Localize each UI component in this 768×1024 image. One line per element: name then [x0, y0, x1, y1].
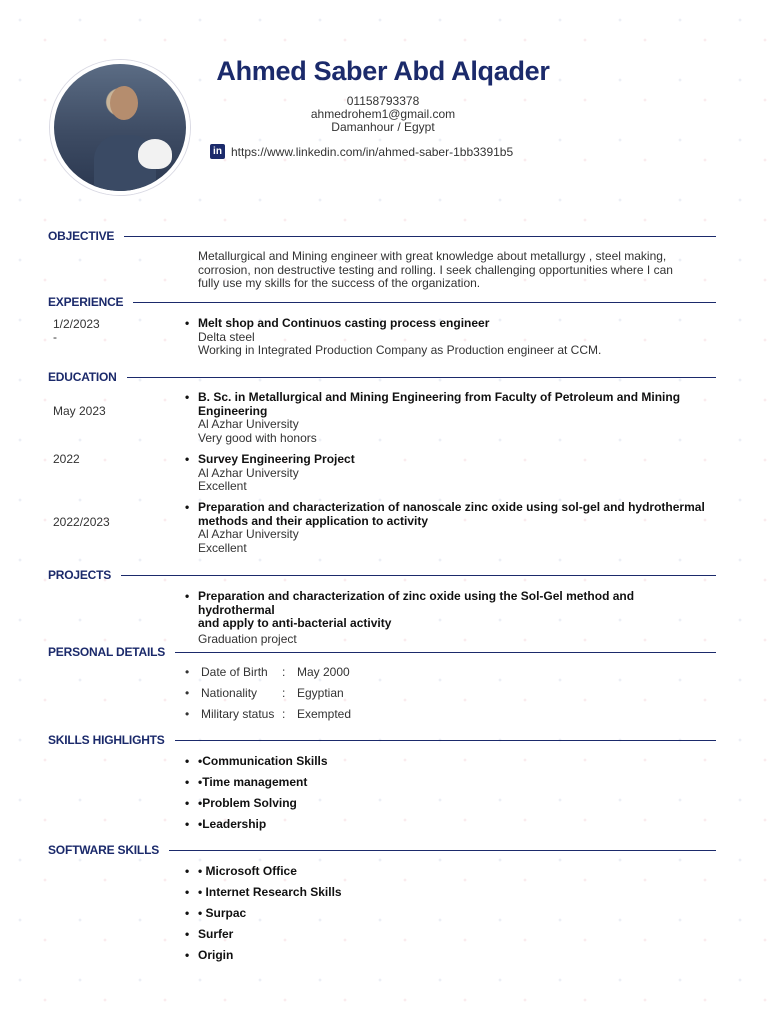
section-divider — [121, 575, 716, 576]
email-address[interactable]: ahmedrohem1@gmail.com — [310, 107, 456, 121]
skill-item: • •Time management — [198, 775, 698, 796]
objective-line: corrosion, non destructive testing and rolling. I seek challenging opportunities where I can — [198, 262, 673, 277]
project-title-cont: and apply to anti-bacterial activity — [198, 616, 392, 630]
section-projects — [48, 568, 716, 582]
education-title: • Survey Engineering Project — [198, 453, 708, 467]
section-title: PERSONAL DETAILS — [48, 645, 166, 659]
software-item: • Surfer — [198, 927, 698, 948]
section-divider — [127, 377, 716, 378]
detail-value: Egyptian — [297, 686, 344, 700]
education-school: Al Azhar University — [198, 465, 299, 480]
section-skills — [48, 733, 716, 747]
experience-role: • Melt shop and Continuos casting process engineer — [198, 317, 708, 331]
section-objective — [48, 229, 716, 243]
section-title: SKILLS HIGHLIGHTS — [48, 733, 165, 747]
project-title: • Preparation and characterization of zinc oxide using the Sol-Gel method and hydrothermal — [198, 590, 708, 617]
resume-header — [0, 0, 768, 210]
software-item: • • Surpac — [198, 906, 698, 927]
profile-photo — [50, 60, 190, 195]
section-divider — [133, 302, 716, 303]
education-date: 2022/2023 — [53, 515, 110, 529]
education-grade: Excellent — [198, 479, 247, 493]
photo-helmet — [138, 139, 172, 169]
software-list — [198, 864, 698, 969]
detail-sep: : — [282, 686, 286, 700]
software-item: • • Internet Research Skills — [198, 885, 698, 906]
education-title: • B. Sc. in Metallurgical and Mining Engineering from Faculty of Petroleum and Mining — [198, 391, 708, 405]
section-divider — [169, 850, 716, 851]
section-divider — [124, 236, 716, 237]
linkedin-icon: in — [210, 144, 225, 159]
personal-row-nationality — [198, 686, 598, 707]
linkedin-url[interactable]: https://www.linkedin.com/in/ahmed-saber-1bb3391b5 — [231, 144, 514, 159]
experience-date: 1/2/2023 — [53, 317, 100, 331]
education-date: May 2023 — [53, 404, 106, 418]
education-grade: Excellent — [198, 540, 247, 555]
experience-date-dash: - — [53, 330, 57, 344]
section-title: SOFTWARE SKILLS — [48, 843, 160, 857]
experience-entry — [198, 317, 708, 358]
section-education — [48, 370, 716, 384]
experience-detail: Working in Integrated Production Company as Production engineer at CCM. — [198, 343, 602, 357]
section-personal-details — [48, 645, 716, 659]
skills-list — [198, 754, 698, 838]
detail-sep: : — [282, 665, 286, 679]
education-school: Al Azhar University — [198, 527, 299, 541]
education-entry — [198, 453, 708, 494]
skill-item: • •Communication Skills — [198, 754, 698, 775]
phone-number: 01158793378 — [346, 94, 420, 108]
education-title-cont: Engineering — [198, 403, 268, 418]
skill-item: • •Leadership — [198, 817, 698, 838]
software-item: • Origin — [198, 948, 698, 969]
project-detail: Graduation project — [198, 631, 297, 646]
skill-item: • •Problem Solving — [198, 796, 698, 817]
objective-line: fully use my skills for the success of the organization. — [198, 276, 481, 290]
section-title: EXPERIENCE — [48, 295, 124, 309]
section-title: OBJECTIVE — [48, 229, 115, 243]
detail-sep: : — [282, 707, 286, 721]
linkedin-row[interactable] — [210, 144, 513, 159]
personal-row-military — [198, 707, 598, 728]
personal-details-list — [198, 665, 598, 728]
section-title: EDUCATION — [48, 370, 117, 384]
education-entry — [198, 391, 708, 445]
detail-value: Exempted — [297, 707, 352, 721]
education-entry — [198, 501, 708, 555]
photo-head — [110, 86, 138, 120]
detail-value: May 2000 — [297, 665, 350, 679]
detail-key: • Date of Birth — [201, 665, 268, 679]
software-item: • • Microsoft Office — [198, 864, 698, 885]
section-experience — [48, 295, 716, 309]
education-grade: Very good with honors — [198, 430, 317, 445]
education-date: 2022 — [53, 452, 80, 466]
location: Damanhour / Egypt — [331, 120, 435, 134]
objective-line: Metallurgical and Mining engineer with great knowledge about metallurgy , steel making, — [198, 249, 667, 263]
section-divider — [175, 740, 716, 741]
section-software-skills — [48, 843, 716, 857]
objective-text — [198, 250, 708, 291]
project-entry — [198, 590, 708, 646]
education-school: Al Azhar University — [198, 417, 299, 431]
detail-key: • Military status — [201, 707, 275, 721]
personal-row-dob — [198, 665, 598, 686]
education-title-cont: methods and their application to activity — [198, 513, 429, 528]
experience-company: Delta steel — [198, 329, 255, 344]
section-divider — [175, 652, 716, 653]
detail-key: • Nationality — [201, 686, 258, 700]
candidate-name: Ahmed Saber Abd Alqader — [216, 56, 550, 86]
section-title: PROJECTS — [48, 568, 112, 582]
education-title: • Preparation and characterization of nanoscale zinc oxide using sol-gel and hydrothermal — [198, 501, 708, 515]
